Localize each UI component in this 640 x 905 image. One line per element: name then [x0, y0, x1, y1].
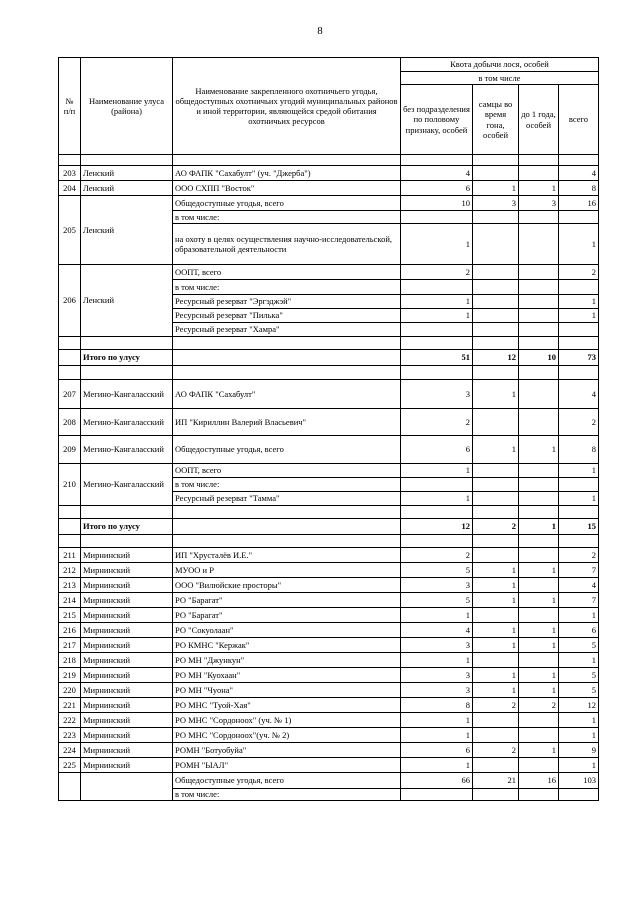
cell-no-sex: 4: [401, 623, 473, 638]
cell-ulus: Ленский: [81, 196, 173, 265]
cell-total: 8: [559, 436, 599, 464]
header-no-sex: без подразделения по половому признаку, особей: [401, 85, 473, 155]
cell-no-sex: 6: [401, 436, 473, 464]
cell-no-sex: 3: [401, 668, 473, 683]
cell-no-sex: 5: [401, 563, 473, 578]
cell-land: РО МНС "Сордоноох" (уч. № 1): [173, 713, 401, 728]
table-row: [59, 698, 599, 713]
cell-no: 225: [59, 758, 81, 773]
cell-land: ООПТ, всего: [173, 464, 401, 478]
header-quota: Квота добычи лося, особей: [401, 58, 599, 72]
cell-land: РО МН "Джункун": [173, 653, 401, 668]
cell-no-sex: 1: [401, 492, 473, 506]
cell-males: 1: [473, 668, 519, 683]
cell-calves: 1: [519, 623, 559, 638]
cell-total: 4: [559, 578, 599, 593]
cell-land: РО МНС "Туой-Хая": [173, 698, 401, 713]
cell-no-sex: 6: [401, 181, 473, 196]
cell-calves: 16: [519, 773, 559, 789]
table-row: [59, 265, 599, 280]
cell-ulus: Мирнинский: [81, 668, 173, 683]
cell-land: в том числе:: [173, 478, 401, 492]
table-row: [59, 668, 599, 683]
cell-total-label: Итого по улусу: [81, 350, 173, 366]
cell-males: 3: [473, 196, 519, 211]
cell-calves: [519, 409, 559, 436]
table-row: [59, 623, 599, 638]
cell-total: 16: [559, 196, 599, 211]
cell-ulus: Мирнинский: [81, 683, 173, 698]
cell-calves: [519, 578, 559, 593]
cell-no: 221: [59, 698, 81, 713]
cell-no: 224: [59, 743, 81, 758]
cell-ulus: Мирнинский: [81, 713, 173, 728]
table-row: [59, 758, 599, 773]
cell-land: Ресурсный резерват "Хамра": [173, 323, 401, 337]
cell-no-sex: 8: [401, 698, 473, 713]
cell-no: 219: [59, 668, 81, 683]
cell-males: 21: [473, 773, 519, 789]
table-row: [59, 409, 599, 436]
cell-no: 209: [59, 436, 81, 464]
cell-land: на охоту в целях осуществления научно-исследовательской, образовательной деятельности: [173, 224, 401, 265]
table-row: [59, 436, 599, 464]
cell-no: 217: [59, 638, 81, 653]
cell-ulus: Мегино-Кангаласский: [81, 464, 173, 506]
cell-calves: [519, 758, 559, 773]
cell-land: ИП "Хрусталёв И.Е.": [173, 548, 401, 563]
cell-males: [473, 758, 519, 773]
header-ulus: Наименование улуса (района): [81, 58, 173, 155]
cell-calves: 1: [519, 181, 559, 196]
cell-males: 1: [473, 436, 519, 464]
cell-ulus: Мирнинский: [81, 743, 173, 758]
header-males: самцы во время гона, особей: [473, 85, 519, 155]
cell-total: 1: [559, 464, 599, 478]
cell-total: 7: [559, 563, 599, 578]
cell-land: РОМН "Ботуобуйа": [173, 743, 401, 758]
cell-total: 2: [559, 409, 599, 436]
cell-land: Ресурсный резерват "Тамма": [173, 492, 401, 506]
table-row: [59, 743, 599, 758]
cell-no-sex: 2: [401, 265, 473, 280]
cell-total: 1: [559, 758, 599, 773]
cell-land: Ресурсный резерват "Эргэджэй": [173, 295, 401, 309]
cell-land: ООПТ, всего: [173, 265, 401, 280]
cell-total-label: Итого по улусу: [81, 519, 173, 535]
cell-total: 73: [559, 350, 599, 366]
cell-males: 1: [473, 181, 519, 196]
cell-no-sex: 4: [401, 166, 473, 181]
cell-total: 1: [559, 492, 599, 506]
cell-males: [473, 728, 519, 743]
cell-ulus: Мирнинский: [81, 638, 173, 653]
cell-land: МУОО и Р: [173, 563, 401, 578]
cell-total: 12: [559, 698, 599, 713]
table-row: [59, 578, 599, 593]
cell-land: ООО "Вилюйские просторы": [173, 578, 401, 593]
cell-males: 12: [473, 350, 519, 366]
cell-no-sex: 1: [401, 713, 473, 728]
cell-no: 222: [59, 713, 81, 728]
table-row: [59, 166, 599, 181]
cell-no: 207: [59, 380, 81, 409]
cell-total: 1: [559, 713, 599, 728]
cell-calves: [519, 608, 559, 623]
cell-no: 204: [59, 181, 81, 196]
cell-males: 1: [473, 380, 519, 409]
cell-calves: 1: [519, 743, 559, 758]
table-row: [59, 683, 599, 698]
cell-ulus: Мегино-Кангаласский: [81, 409, 173, 436]
cell-total: 9: [559, 743, 599, 758]
cell-no: 206: [59, 265, 81, 337]
table-row: [59, 181, 599, 196]
cell-total: 15: [559, 519, 599, 535]
cell-no-sex: 3: [401, 380, 473, 409]
cell-ulus: Мирнинский: [81, 653, 173, 668]
cell-total: 1: [559, 608, 599, 623]
cell-land: РО "Сокуолаан": [173, 623, 401, 638]
ulus-total-row: [59, 350, 599, 366]
cell-no-sex: 51: [401, 350, 473, 366]
cell-no-sex: 2: [401, 409, 473, 436]
cell-no-sex: 3: [401, 578, 473, 593]
cell-land: Общедоступные угодья, всего: [173, 196, 401, 211]
cell-no: 215: [59, 608, 81, 623]
cell-ulus: Мирнинский: [81, 593, 173, 608]
cell-no: 203: [59, 166, 81, 181]
cell-calves: [519, 548, 559, 563]
cell-land: АО ФАПК "Сахабулт": [173, 380, 401, 409]
cell-no-sex: 1: [401, 295, 473, 309]
cell-land: РО МНС "Сордоноох"(уч. № 2): [173, 728, 401, 743]
cell-total: 1: [559, 653, 599, 668]
cell-total: 5: [559, 683, 599, 698]
cell-no: 211: [59, 548, 81, 563]
cell-calves: 1: [519, 436, 559, 464]
cell-ulus: Мегино-Кангаласский: [81, 436, 173, 464]
cell-land: Ресурсный резерват "Пилька": [173, 309, 401, 323]
header-total: всего: [559, 85, 599, 155]
cell-calves: 2: [519, 698, 559, 713]
cell-ulus: Мирнинский: [81, 623, 173, 638]
cell-males: 2: [473, 698, 519, 713]
cell-no: 223: [59, 728, 81, 743]
cell-land: в том числе:: [173, 211, 401, 224]
cell-no-sex: 2: [401, 548, 473, 563]
cell-no: 218: [59, 653, 81, 668]
cell-total: 1: [559, 224, 599, 265]
cell-no-sex: 1: [401, 728, 473, 743]
cell-no-sex: 66: [401, 773, 473, 789]
cell-land: ИП "Кириллин Валерий Власьевич": [173, 409, 401, 436]
cell-total: 5: [559, 668, 599, 683]
table-row: [59, 593, 599, 608]
cell-ulus: Ленский: [81, 265, 173, 337]
table-row: [59, 548, 599, 563]
header-including: в том числе: [401, 72, 599, 85]
cell-no: 216: [59, 623, 81, 638]
cell-males: [473, 653, 519, 668]
table-row: [59, 653, 599, 668]
cell-males: [473, 713, 519, 728]
cell-ulus: Мирнинский: [81, 548, 173, 563]
table-row: [59, 638, 599, 653]
table-row: [59, 713, 599, 728]
cell-total: 103: [559, 773, 599, 789]
cell-no-sex: 1: [401, 758, 473, 773]
table-row: [59, 380, 599, 409]
cell-calves: [519, 713, 559, 728]
cell-no-sex: 5: [401, 593, 473, 608]
cell-total: 5: [559, 638, 599, 653]
cell-land: РОМН "ЫАЛ": [173, 758, 401, 773]
cell-no-sex: 10: [401, 196, 473, 211]
cell-land: РО "Барагат": [173, 593, 401, 608]
cell-no-sex: 1: [401, 309, 473, 323]
cell-no: 212: [59, 563, 81, 578]
cell-males: [473, 548, 519, 563]
cell-calves: [519, 653, 559, 668]
cell-calves: [519, 728, 559, 743]
cell-males: [473, 409, 519, 436]
cell-total: 4: [559, 166, 599, 181]
cell-ulus: Мирнинский: [81, 728, 173, 743]
cell-total: 1: [559, 309, 599, 323]
cell-no: 214: [59, 593, 81, 608]
cell-total: 2: [559, 548, 599, 563]
cell-no: 210: [59, 464, 81, 506]
cell-ulus: Мирнинский: [81, 563, 173, 578]
cell-males: [473, 608, 519, 623]
cell-land: РО "Барагат": [173, 608, 401, 623]
cell-no-sex: 12: [401, 519, 473, 535]
header-no: № п/п: [59, 58, 81, 155]
cell-males: 1: [473, 683, 519, 698]
cell-total: 1: [559, 728, 599, 743]
cell-ulus: Мирнинский: [81, 758, 173, 773]
table-row: [59, 196, 599, 211]
cell-ulus: Мегино-Кангаласский: [81, 380, 173, 409]
cell-calves: 1: [519, 638, 559, 653]
cell-no: 208: [59, 409, 81, 436]
cell-no-sex: 1: [401, 653, 473, 668]
cell-calves: [519, 380, 559, 409]
cell-ulus: Ленский: [81, 181, 173, 196]
cell-total: 6: [559, 623, 599, 638]
table-row: [59, 608, 599, 623]
cell-total: 1: [559, 295, 599, 309]
cell-ulus: Мирнинский: [81, 578, 173, 593]
table-row: [59, 728, 599, 743]
cell-land: в том числе:: [173, 280, 401, 295]
cell-calves: 10: [519, 350, 559, 366]
cell-calves: [519, 166, 559, 181]
cell-total: 7: [559, 593, 599, 608]
cell-no-sex: 6: [401, 743, 473, 758]
cell-total: 8: [559, 181, 599, 196]
cell-no-sex: 3: [401, 683, 473, 698]
cell-land: РО МН "Куохаан": [173, 668, 401, 683]
table-row: [59, 773, 599, 789]
cell-calves: 3: [519, 196, 559, 211]
ulus-total-row: [59, 519, 599, 535]
cell-land: РО КМНС "Кержак": [173, 638, 401, 653]
cell-no-sex: 1: [401, 608, 473, 623]
moose-quota-table: [58, 57, 599, 801]
table-row: [59, 464, 599, 478]
cell-males: 2: [473, 519, 519, 535]
cell-land: Общедоступные угодья, всего: [173, 436, 401, 464]
cell-no: 205: [59, 196, 81, 265]
cell-no-sex: 1: [401, 464, 473, 478]
table-row: [59, 563, 599, 578]
page-number: 8: [317, 25, 323, 37]
cell-calves: 1: [519, 683, 559, 698]
cell-males: 2: [473, 743, 519, 758]
cell-land: Общедоступные угодья, всего: [173, 773, 401, 789]
cell-land: в том числе:: [173, 789, 401, 801]
cell-males: [473, 166, 519, 181]
cell-males: 1: [473, 593, 519, 608]
cell-no: 213: [59, 578, 81, 593]
cell-ulus: Мирнинский: [81, 608, 173, 623]
cell-ulus: Мирнинский: [81, 698, 173, 713]
cell-no-sex: 3: [401, 638, 473, 653]
cell-males: 1: [473, 578, 519, 593]
cell-calves: 1: [519, 519, 559, 535]
cell-no: 220: [59, 683, 81, 698]
cell-males: 1: [473, 563, 519, 578]
cell-calves: 1: [519, 668, 559, 683]
cell-calves: 1: [519, 563, 559, 578]
cell-land: АО ФАПК "Сахабулт" (уч. "Джерба"): [173, 166, 401, 181]
header-land: Наименование закрепленного охотничьего угодья, общедоступных охотничьих угодий муниципальных районов и иной территории, являющейся средой обитания охотничьих ресурсов: [173, 58, 401, 155]
cell-males: 1: [473, 638, 519, 653]
header-calves: до 1 года, особей: [519, 85, 559, 155]
cell-calves: 1: [519, 593, 559, 608]
cell-land: ООО СХПП "Восток": [173, 181, 401, 196]
cell-total: 2: [559, 265, 599, 280]
cell-males: 1: [473, 623, 519, 638]
cell-land: РО МН "Чуона": [173, 683, 401, 698]
cell-ulus: Ленский: [81, 166, 173, 181]
cell-no-sex: 1: [401, 224, 473, 265]
cell-total: 4: [559, 380, 599, 409]
